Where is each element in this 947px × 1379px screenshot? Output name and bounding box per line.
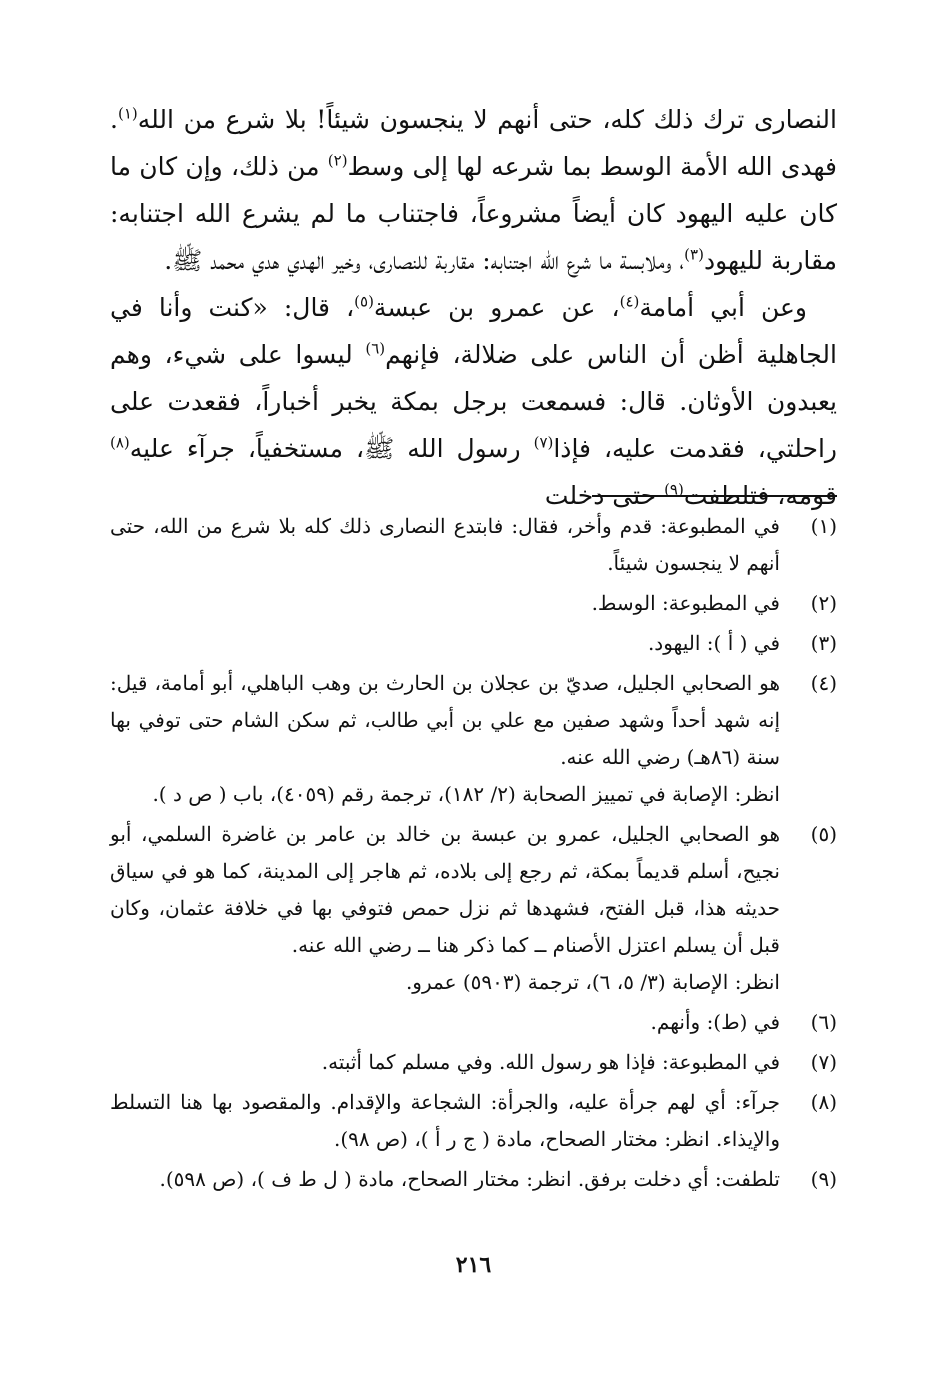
footnote-source: انظر: الإصابة في تمييز الصحابة (٢/ ١٨٢)، ترجمة رقم (٤٠٥٩)، باب ( ص د ). <box>152 782 780 806</box>
footnote-source: انظر: الإصابة (٣/ ٥، ٦)، ترجمة (٥٩٠٣) عمرو. <box>405 970 780 994</box>
footnote-8 <box>110 1084 837 1158</box>
footnote-ref-7[interactable]: (٧) <box>533 433 554 452</box>
text-segment: النصارى ترك ذلك كله، حتى أنهم لا ينجسون شيئاً! بلا شرع من الله <box>137 105 837 134</box>
footnote-number: (٤) <box>810 671 837 695</box>
footnote-text: هو الصحابي الجليل، صديّ بن عجلان بن الحارث بن وهب الباهلي، أبو أمامة، قيل: إنه شهد أحداً وشهد صفين مع علي بن أبي طالب، ثم سكن الشام حتى توفي بها سنة (٨٦هـ) رضي الله عنه. <box>110 671 780 769</box>
footnote-ref-8[interactable]: (٨) <box>110 433 130 452</box>
paragraph-2 <box>110 284 837 519</box>
footnote-2 <box>110 585 837 622</box>
footnote-text: هو الصحابي الجليل، عمرو بن عبسة بن خالد بن عامر بن غاضرة السلمي، أبو نجيح، أسلم قديماً بمكة، ثم رجع إلى بلاده، ثم هاجر إلى المدينة، كما هو في سياق حديثه هذا، قبل الفتح، فشهدها ثم نزل حمص فتوفي بها في خلافة عثمان، وكان قبل أن يسلم اعتزل الأصنام ــ كما ذكر هنا ــ رضي الله عنه. <box>110 822 780 957</box>
footnote-ref-5[interactable]: (٥) <box>354 292 374 311</box>
paragraph-1 <box>110 96 837 284</box>
main-text <box>110 96 837 519</box>
footnote-5 <box>110 816 837 1001</box>
footnote-3 <box>110 625 837 662</box>
footnote-4 <box>110 665 837 813</box>
footnote-1 <box>110 508 837 582</box>
footnote-separator <box>592 495 837 497</box>
footnote-text: في المطبوعة: الوسط. <box>591 591 780 615</box>
footnote-number: (٢) <box>810 591 837 615</box>
text-segment: من ذلك، وإن كان ما كان عليه اليهود كان أيضاً مشروعاً، فاجتناب ما لم يشرع الله اجتنابه: مقاربة لليهود <box>110 152 837 275</box>
text-segment: حتى دخلت <box>544 481 665 510</box>
text-segment: ، وملابسة ما شرع الله اجتنابه: مقاربة للنصارى، وخير الهدي هدي محمد ﷺ. <box>164 246 685 275</box>
text-segment: ليسوا على شيء، وهم يعبدون الأوثان. قال: فسمعت برجل بمكة يخبر أخباراً، فقعدت على راحلتي، فقدمت عليه، فإذا <box>110 340 837 463</box>
text-segment: وعن أبي أمامة <box>639 293 807 322</box>
footnotes-list <box>110 508 837 1201</box>
text-segment: ، قال: «كنت وأنا في الجاهلية أظن أن الناس على ضلالة، فإنهم <box>110 293 837 369</box>
footnote-number: (٧) <box>810 1050 837 1074</box>
footnote-text: جرآء: أي لهم جرأة عليه، والجرأة: الشجاعة والإقدام. والمقصود بها هنا التسلط والإيذاء. انظر: مختار الصحاح، مادة ( ج ر أ )، (ص ٩٨). <box>110 1090 780 1151</box>
footnote-ref-1[interactable]: (١) <box>117 104 138 123</box>
footnote-number: (٥) <box>810 822 837 846</box>
footnote-text: في (ط): وأنهم. <box>650 1010 780 1034</box>
footnote-ref-6[interactable]: (٦) <box>365 339 386 358</box>
footnote-ref-3[interactable]: (٣) <box>684 245 704 264</box>
footnote-number: (٦) <box>810 1010 837 1034</box>
footnote-ref-4[interactable]: (٤) <box>619 292 640 311</box>
footnote-ref-9[interactable]: (٩) <box>664 480 684 499</box>
footnote-number: (١) <box>810 514 837 538</box>
text-segment: قومه، فتلطفت <box>683 481 837 510</box>
footnote-text: تلطفت: أي دخلت برفق. انظر: مختار الصحاح، مادة ( ل ط ف )، (ص ٥٩٨). <box>159 1167 780 1191</box>
text-segment: . فهدى الله الأمة الوسط بما شرعه لها إلى وسط <box>110 105 837 181</box>
footnote-text: في المطبوعة: قدم وأخر، فقال: فابتدع النصارى ذلك كله بلا شرع من الله، حتى أنهم لا ينجسون شيئاً. <box>110 514 780 575</box>
footnote-ref-2[interactable]: (٢) <box>327 151 348 170</box>
footnote-number: (٩) <box>810 1167 837 1191</box>
text-segment: رسول الله ﷺ، مستخفياً، جرآء عليه <box>129 434 534 463</box>
footnote-text: في ( أ ): اليهود. <box>647 631 780 655</box>
footnote-9 <box>110 1161 837 1198</box>
page-number: ٢١٦ <box>455 1252 492 1278</box>
text-segment: ، عن عمرو بن عبسة <box>373 293 620 322</box>
footnote-number: (٨) <box>810 1090 837 1114</box>
footnote-text: في المطبوعة: فإذا هو رسول الله. وفي مسلم كما أثبته. <box>321 1050 780 1074</box>
footnote-6 <box>110 1004 837 1041</box>
footnote-7 <box>110 1044 837 1081</box>
footnote-number: (٣) <box>810 631 837 655</box>
